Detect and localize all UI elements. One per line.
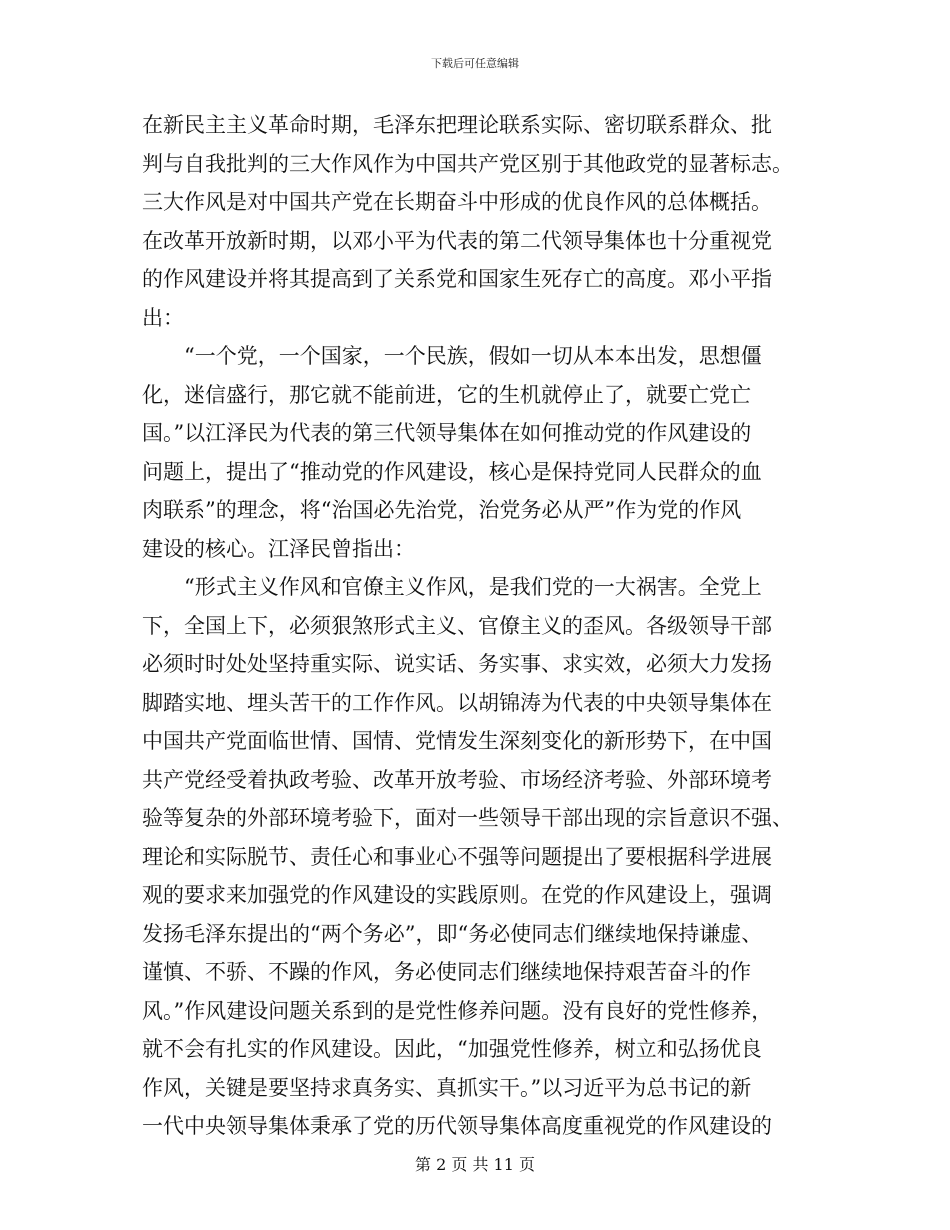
- text-line: 出：: [142, 305, 184, 330]
- text-line: 风。”作风建设问题关系到的是党性修养问题。没有良好的党性修养，: [142, 998, 773, 1023]
- text-line: 国。”以江泽民为代表的第三代领导集体在如何推动党的作风建设的: [142, 421, 752, 445]
- text-line: 化，迷信盛行，那它就不能前进，它的生机就停止了，就要亡党亡: [142, 382, 751, 407]
- text-line: 三大作风是对中国共产党在长期奋斗中形成的优良作风的总体概括。: [142, 190, 772, 214]
- text-line: 必须时时处处坚持重实际、说实话、务实事、求实效，必须大力发扬: [142, 652, 772, 676]
- text-line: 观的要求来加强党的作风建设的实践原则。在党的作风建设上，强调: [142, 883, 772, 907]
- text-line: 发扬毛泽东提出的“两个务必”，即“务必使同志们继续地保持谦虚、: [142, 921, 763, 946]
- text-line: 建设的核心。江泽民曾指出：: [142, 536, 415, 561]
- text-line: 一代中央领导集体秉承了党的历代领导集体高度重视党的作风建设的: [142, 1114, 772, 1138]
- text-line: 作风，关键是要坚持求真务实、真抓实干。”以习近平为总书记的新: [142, 1075, 752, 1100]
- text-line: 验等复杂的外部环境考验下，面对一些领导干部出现的宗旨意识不强、: [142, 806, 793, 830]
- text-line: 下，全国上下，必须狠煞形式主义、官僚主义的歪风。各级领导干部: [142, 613, 772, 638]
- header-note: 下载后可任意编辑: [431, 57, 519, 70]
- text-line: 在新民主主义革命时期，毛泽东把理论联系实际、密切联系群众、批: [142, 113, 772, 137]
- text-line: 的作风建设并将其提高到了关系党和国家生死存亡的高度。邓小平指: [142, 267, 772, 291]
- text-line: 判与自我批判的三大作风作为中国共产党区别于其他政党的显著标志。: [142, 151, 793, 176]
- text-line: 问题上，提出了“推动党的作风建设，核心是保持党同人民群众的血: [142, 459, 762, 484]
- text-line: 在改革开放新时期，以邓小平为代表的第二代领导集体也十分重视党: [142, 228, 772, 253]
- text-line: “一个党，一个国家，一个民族，假如一切从本本出发，思想僵: [184, 344, 762, 368]
- text-line: 肉联系”的理念，将“治国必先治党，治党务必从严”作为党的作风: [142, 498, 742, 522]
- text-line: 脚踏实地、埋头苦干的工作作风。以胡锦涛为代表的中央领导集体在: [142, 690, 772, 715]
- text-line: 共产党经受着执政考验、改革开放考验、市场经济考验、外部环境考: [142, 767, 772, 792]
- text-line: “形式主义作风和官僚主义作风，是我们党的一大祸害。全党上: [184, 575, 762, 599]
- text-line: 中国共产党面临世情、国情、党情发生深刻变化的新形势下，在中国: [142, 729, 772, 753]
- body-text: [142, 106, 808, 1146]
- text-line: 就不会有扎实的作风建设。因此，“加强党性修养，树立和弘扬优良: [142, 1037, 762, 1061]
- page-number: 第 2 页 共 11 页: [415, 1155, 535, 1174]
- text-line: 谨慎、不骄、不躁的作风，务必使同志们继续地保持艰苦奋斗的作: [142, 960, 751, 984]
- text-line: 理论和实际脱节、责任心和事业心不强等问题提出了要根据科学进展: [142, 844, 772, 869]
